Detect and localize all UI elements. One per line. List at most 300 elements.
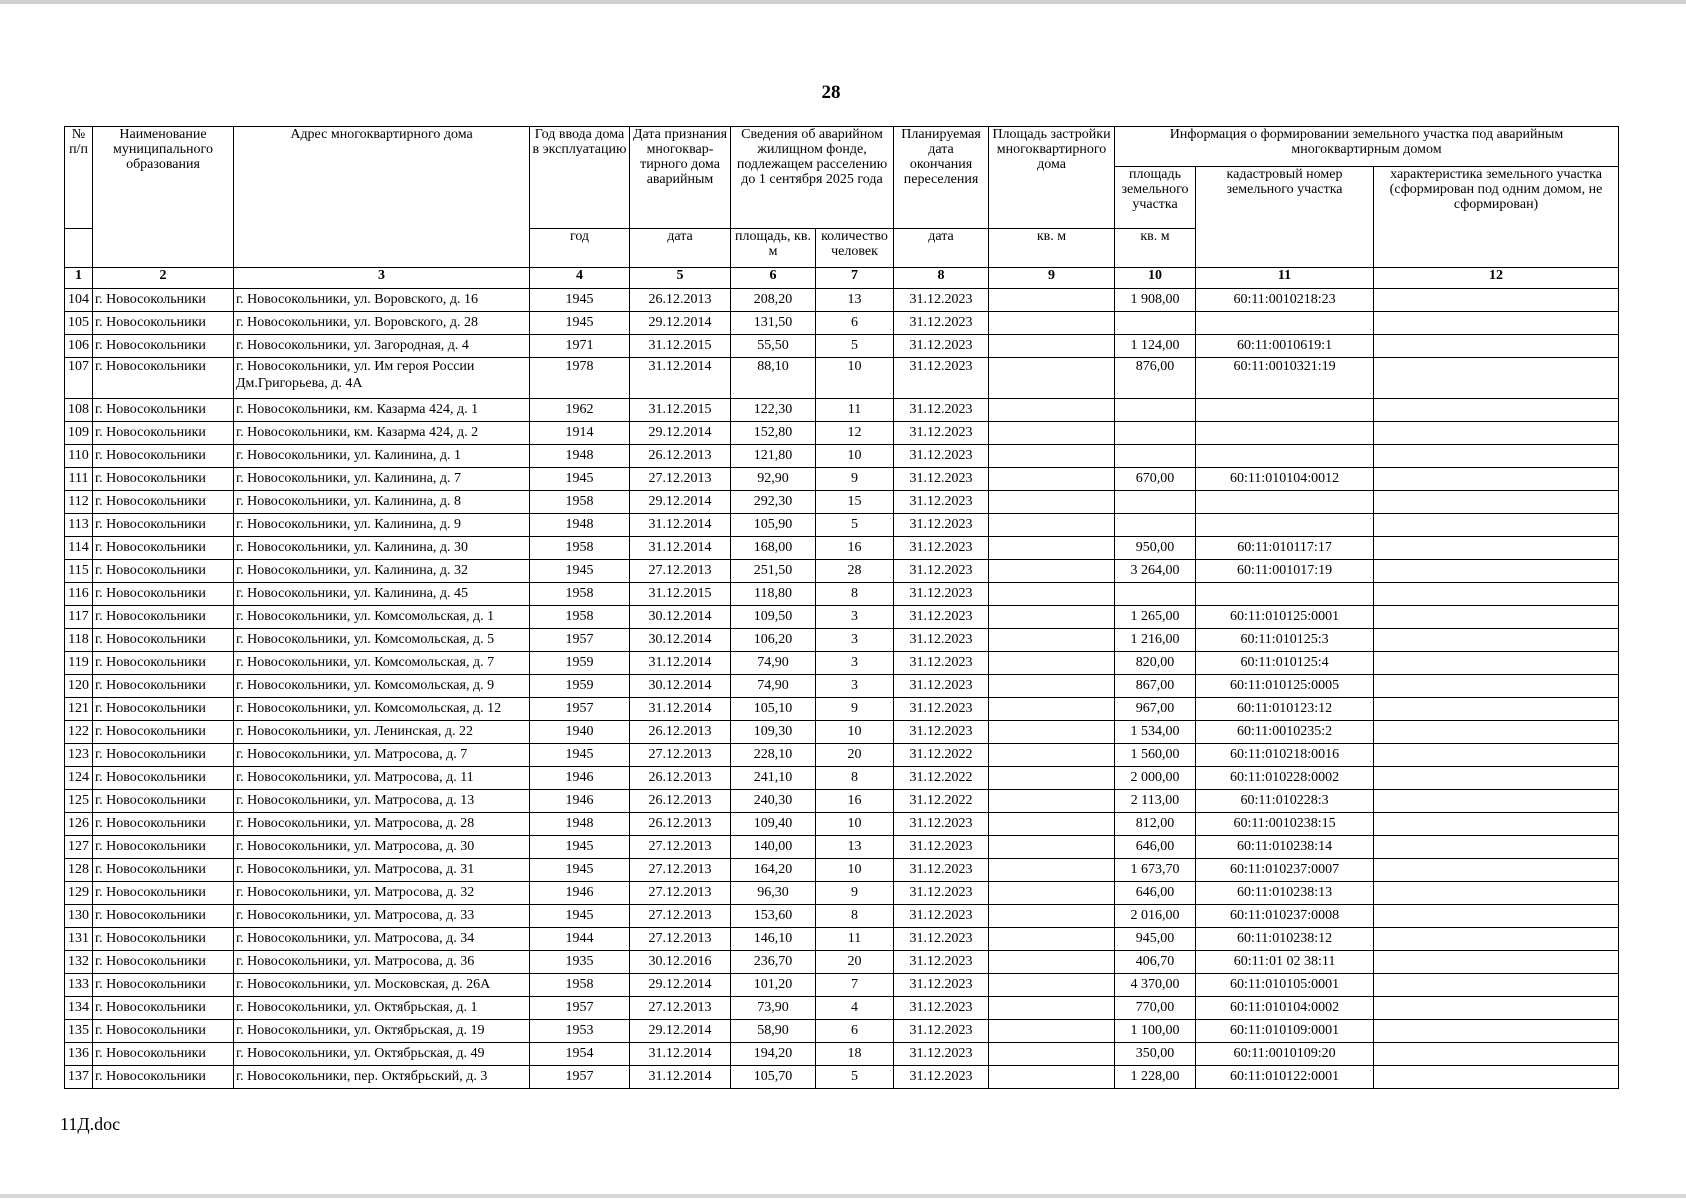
cell-area: 194,20 [731,1043,816,1066]
cell-address: г. Новосокольники, ул. Калинина, д. 45 [234,583,530,606]
cell-date: 29.12.2014 [630,422,731,445]
cell-year: 1958 [530,974,630,997]
cell-date: 27.12.2013 [630,836,731,859]
cell-date: 27.12.2013 [630,928,731,951]
cell-num: 120 [65,675,93,698]
cell-year: 1935 [530,951,630,974]
cell-cadastral: 60:11:010125:0001 [1196,606,1374,629]
table-row [65,629,1619,652]
cell-land-area: 945,00 [1115,928,1196,951]
table-row [65,905,1619,928]
cell-people: 7 [816,974,894,997]
cell-date: 26.12.2013 [630,813,731,836]
cell-land-area: 812,00 [1115,813,1196,836]
cell-year: 1946 [530,882,630,905]
cell-land-char [1374,813,1619,836]
table-row [65,312,1619,335]
cell-year: 1914 [530,422,630,445]
cell-area: 109,40 [731,813,816,836]
cell-cadastral: 60:11:010125:4 [1196,652,1374,675]
cell-municipality: г. Новосокольники [93,882,234,905]
cell-plan-date: 31.12.2023 [894,583,989,606]
cell-land-char [1374,422,1619,445]
cell-cadastral: 60:11:010228:0002 [1196,767,1374,790]
cell-area: 109,50 [731,606,816,629]
cell-people: 3 [816,675,894,698]
cell-year: 1958 [530,583,630,606]
cell-land-area: 1 100,00 [1115,1020,1196,1043]
table-row [65,652,1619,675]
cell-cadastral [1196,491,1374,514]
cell-year: 1957 [530,698,630,721]
cell-plan-date: 31.12.2023 [894,312,989,335]
cell-area: 240,30 [731,790,816,813]
cell-area: 55,50 [731,335,816,358]
cell-date: 30.12.2014 [630,606,731,629]
cell-cadastral: 60:11:010105:0001 [1196,974,1374,997]
cell-land-char [1374,537,1619,560]
cell-num: 116 [65,583,93,606]
cell-people: 8 [816,905,894,928]
header-built-area: Площадь застройки многоквартирного дома [989,127,1115,229]
header-recognition-date: Дата признания многоквар-тирного дома аварийным [630,127,731,229]
cell-cadastral: 60:11:010125:3 [1196,629,1374,652]
cell-year: 1946 [530,767,630,790]
cell-plan-date: 31.12.2023 [894,1043,989,1066]
cell-year: 1945 [530,836,630,859]
column-number: 6 [731,268,816,289]
cell-built-area [989,859,1115,882]
cell-built-area [989,1020,1115,1043]
cell-date: 26.12.2013 [630,721,731,744]
cell-num: 132 [65,951,93,974]
cell-year: 1945 [530,289,630,312]
cell-year: 1959 [530,675,630,698]
cell-date: 31.12.2014 [630,1043,731,1066]
cell-address: г. Новосокольники, км. Казарма 424, д. 2 [234,422,530,445]
header-planned-date: Планируемая дата окончания переселения [894,127,989,229]
cell-year: 1945 [530,560,630,583]
cell-land-char [1374,744,1619,767]
cell-area: 105,90 [731,514,816,537]
table-row [65,289,1619,312]
table-row [65,997,1619,1020]
cell-people: 5 [816,514,894,537]
table-row [65,928,1619,951]
cell-land-area: 950,00 [1115,537,1196,560]
cell-land-char [1374,951,1619,974]
cell-built-area [989,744,1115,767]
cell-built-area [989,905,1115,928]
cell-cadastral: 60:11:010123:12 [1196,698,1374,721]
cell-num: 117 [65,606,93,629]
cell-built-area [989,399,1115,422]
column-number: 8 [894,268,989,289]
cell-people: 10 [816,445,894,468]
cell-land-char [1374,583,1619,606]
cell-land-char [1374,629,1619,652]
cell-area: 122,30 [731,399,816,422]
table-row [65,721,1619,744]
cell-date: 30.12.2014 [630,675,731,698]
table-row [65,445,1619,468]
cell-land-area: 2 016,00 [1115,905,1196,928]
cell-land-char [1374,445,1619,468]
cell-people: 9 [816,698,894,721]
column-number: 1 [65,268,93,289]
table-row [65,813,1619,836]
cell-built-area [989,813,1115,836]
cell-land-area: 646,00 [1115,882,1196,905]
cell-date: 29.12.2014 [630,312,731,335]
cell-municipality: г. Новосокольники [93,514,234,537]
cell-people: 28 [816,560,894,583]
cell-address: г. Новосокольники, ул. Матросова, д. 33 [234,905,530,928]
cell-num: 106 [65,335,93,358]
cell-plan-date: 31.12.2022 [894,744,989,767]
cell-built-area [989,514,1115,537]
cell-area: 208,20 [731,289,816,312]
cell-address: г. Новосокольники, ул. Октябрьская, д. 19 [234,1020,530,1043]
cell-num: 113 [65,514,93,537]
cell-year: 1944 [530,928,630,951]
cell-land-area: 1 534,00 [1115,721,1196,744]
cell-cadastral [1196,445,1374,468]
cell-land-area [1115,445,1196,468]
table-row [65,335,1619,358]
cell-municipality: г. Новосокольники [93,744,234,767]
cell-num: 121 [65,698,93,721]
cell-area: 140,00 [731,836,816,859]
cell-people: 6 [816,1020,894,1043]
cell-municipality: г. Новосокольники [93,491,234,514]
cell-land-area: 770,00 [1115,997,1196,1020]
cell-land-area [1115,312,1196,335]
cell-land-area: 867,00 [1115,675,1196,698]
cell-cadastral [1196,399,1374,422]
cell-date: 30.12.2014 [630,629,731,652]
cell-people: 16 [816,537,894,560]
cell-land-char [1374,560,1619,583]
cell-municipality: г. Новосокольники [93,560,234,583]
cell-built-area [989,951,1115,974]
cell-built-area [989,491,1115,514]
cell-municipality: г. Новосокольники [93,675,234,698]
cell-municipality: г. Новосокольники [93,445,234,468]
table-row [65,951,1619,974]
cell-people: 9 [816,468,894,491]
emergency-housing-table [64,126,1619,1089]
table-row [65,767,1619,790]
cell-area: 58,90 [731,1020,816,1043]
cell-area: 118,80 [731,583,816,606]
cell-num: 110 [65,445,93,468]
cell-year: 1962 [530,399,630,422]
file-label: 11Д.doc [60,1114,121,1134]
cell-address: г. Новосокольники, ул. Калинина, д. 8 [234,491,530,514]
cell-people: 12 [816,422,894,445]
cell-address: г. Новосокольники, ул. Комсомольская, д. 1 [234,606,530,629]
cell-area: 92,90 [731,468,816,491]
cell-municipality: г. Новосокольники [93,905,234,928]
cell-date: 29.12.2014 [630,974,731,997]
cell-cadastral: 60:11:0010235:2 [1196,721,1374,744]
cell-land-char [1374,675,1619,698]
cell-land-char [1374,1020,1619,1043]
cell-built-area [989,698,1115,721]
cell-area: 292,30 [731,491,816,514]
cell-cadastral: 60:11:010122:0001 [1196,1066,1374,1089]
cell-year: 1940 [530,721,630,744]
cell-built-area [989,289,1115,312]
cell-built-area [989,882,1115,905]
cell-num: 124 [65,767,93,790]
cell-people: 8 [816,583,894,606]
cell-area: 96,30 [731,882,816,905]
cell-municipality: г. Новосокольники [93,1020,234,1043]
cell-municipality: г. Новосокольники [93,698,234,721]
cell-address: г. Новосокольники, ул. Калинина, д. 7 [234,468,530,491]
cell-area: 152,80 [731,422,816,445]
cell-land-char [1374,491,1619,514]
cell-municipality: г. Новосокольники [93,537,234,560]
cell-address: г. Новосокольники, ул. Матросова, д. 34 [234,928,530,951]
cell-year: 1945 [530,312,630,335]
cell-municipality: г. Новосокольники [93,583,234,606]
cell-land-area: 1 216,00 [1115,629,1196,652]
cell-people: 10 [816,859,894,882]
cell-date: 26.12.2013 [630,445,731,468]
cell-built-area [989,1043,1115,1066]
cell-built-area [989,312,1115,335]
table-row [65,1066,1619,1089]
header-year: Год ввода дома в эксплуатацию [530,127,630,229]
cell-cadastral: 60:11:010104:0012 [1196,468,1374,491]
unit-people: количество человек [816,229,894,268]
cell-year: 1946 [530,790,630,813]
cell-address: г. Новосокольники, ул. Им героя России Дм.Григорьева, д. 4А [234,358,530,399]
cell-year: 1958 [530,537,630,560]
cell-built-area [989,537,1115,560]
cell-land-area [1115,514,1196,537]
scan-edge-top [0,0,1686,4]
cell-year: 1958 [530,606,630,629]
cell-people: 4 [816,997,894,1020]
column-number: 5 [630,268,731,289]
cell-land-char [1374,514,1619,537]
column-number: 10 [1115,268,1196,289]
cell-people: 11 [816,928,894,951]
table-row [65,1020,1619,1043]
cell-date: 27.12.2013 [630,997,731,1020]
cell-plan-date: 31.12.2023 [894,836,989,859]
cell-plan-date: 31.12.2023 [894,289,989,312]
cell-land-area: 876,00 [1115,358,1196,399]
cell-people: 13 [816,289,894,312]
cell-date: 31.12.2015 [630,583,731,606]
cell-land-char [1374,1066,1619,1089]
header-cadastral: кадастровый номер земельного участка [1196,167,1374,268]
cell-year: 1971 [530,335,630,358]
cell-address: г. Новосокольники, пер. Октябрьский, д. 3 [234,1066,530,1089]
cell-num: 137 [65,1066,93,1089]
cell-address: г. Новосокольники, ул. Калинина, д. 30 [234,537,530,560]
cell-built-area [989,445,1115,468]
cell-land-area: 1 124,00 [1115,335,1196,358]
cell-num: 134 [65,997,93,1020]
table-row [65,836,1619,859]
cell-area: 88,10 [731,358,816,399]
cell-land-char [1374,767,1619,790]
table-row [65,537,1619,560]
cell-year: 1954 [530,1043,630,1066]
cell-num: 109 [65,422,93,445]
table-row [65,468,1619,491]
table-row [65,882,1619,905]
cell-land-char [1374,335,1619,358]
cell-built-area [989,629,1115,652]
cell-land-char [1374,399,1619,422]
cell-municipality: г. Новосокольники [93,422,234,445]
cell-cadastral: 60:11:010218:0016 [1196,744,1374,767]
cell-cadastral: 60:11:010125:0005 [1196,675,1374,698]
cell-people: 5 [816,335,894,358]
cell-plan-date: 31.12.2023 [894,813,989,836]
table-row [65,514,1619,537]
page-number: 28 [821,82,841,103]
cell-built-area [989,1066,1115,1089]
cell-plan-date: 31.12.2022 [894,767,989,790]
cell-cadastral: 60:11:0010109:20 [1196,1043,1374,1066]
cell-date: 31.12.2014 [630,1066,731,1089]
column-number: 7 [816,268,894,289]
unit-built-area: кв. м [989,229,1115,268]
cell-land-area: 350,00 [1115,1043,1196,1066]
cell-land-area: 670,00 [1115,468,1196,491]
cell-land-area: 820,00 [1115,652,1196,675]
table-row [65,974,1619,997]
table-row [65,422,1619,445]
cell-land-char [1374,882,1619,905]
cell-land-char [1374,698,1619,721]
cell-num: 105 [65,312,93,335]
cell-land-char [1374,1043,1619,1066]
cell-year: 1978 [530,358,630,399]
cell-area: 73,90 [731,997,816,1020]
cell-cadastral: 60:11:010237:0007 [1196,859,1374,882]
cell-year: 1948 [530,813,630,836]
cell-people: 15 [816,491,894,514]
cell-plan-date: 31.12.2023 [894,928,989,951]
cell-land-area: 1 908,00 [1115,289,1196,312]
cell-land-char [1374,836,1619,859]
cell-date: 27.12.2013 [630,468,731,491]
cell-area: 74,90 [731,675,816,698]
cell-area: 106,20 [731,629,816,652]
cell-date: 31.12.2015 [630,399,731,422]
cell-address: г. Новосокольники, ул. Матросова, д. 11 [234,767,530,790]
cell-num: 115 [65,560,93,583]
cell-area: 236,70 [731,951,816,974]
cell-address: г. Новосокольники, ул. Загородная, д. 4 [234,335,530,358]
cell-area: 105,10 [731,698,816,721]
cell-date: 31.12.2014 [630,537,731,560]
cell-municipality: г. Новосокольники [93,997,234,1020]
cell-people: 3 [816,606,894,629]
cell-built-area [989,767,1115,790]
table-row [65,675,1619,698]
cell-address: г. Новосокольники, ул. Матросова, д. 13 [234,790,530,813]
cell-address: г. Новосокольники, ул. Матросова, д. 7 [234,744,530,767]
unit-num [65,229,93,268]
cell-land-char [1374,606,1619,629]
cell-land-area: 967,00 [1115,698,1196,721]
cell-date: 27.12.2013 [630,905,731,928]
cell-year: 1957 [530,629,630,652]
cell-address: г. Новосокольники, ул. Октябрьская, д. 1 [234,997,530,1020]
cell-date: 26.12.2013 [630,289,731,312]
cell-people: 3 [816,652,894,675]
cell-plan-date: 31.12.2023 [894,629,989,652]
cell-num: 126 [65,813,93,836]
cell-people: 20 [816,744,894,767]
cell-cadastral: 60:11:010109:0001 [1196,1020,1374,1043]
cell-num: 104 [65,289,93,312]
cell-plan-date: 31.12.2023 [894,358,989,399]
unit-plan-date: дата [894,229,989,268]
cell-people: 9 [816,882,894,905]
cell-cadastral: 60:11:010238:14 [1196,836,1374,859]
cell-date: 26.12.2013 [630,790,731,813]
cell-people: 10 [816,721,894,744]
cell-land-char [1374,859,1619,882]
table-row [65,744,1619,767]
table-row [65,491,1619,514]
cell-num: 112 [65,491,93,514]
cell-land-area: 1 228,00 [1115,1066,1196,1089]
cell-people: 13 [816,836,894,859]
cell-num: 131 [65,928,93,951]
cell-built-area [989,335,1115,358]
unit-date: дата [630,229,731,268]
cell-built-area [989,560,1115,583]
table-row [65,859,1619,882]
unit-area: площадь, кв. м [731,229,816,268]
cell-land-area [1115,583,1196,606]
cell-plan-date: 31.12.2023 [894,859,989,882]
cell-date: 26.12.2013 [630,767,731,790]
cell-plan-date: 31.12.2023 [894,997,989,1020]
cell-cadastral: 60:11:010228:3 [1196,790,1374,813]
cell-plan-date: 31.12.2023 [894,445,989,468]
cell-plan-date: 31.12.2023 [894,422,989,445]
cell-municipality: г. Новосокольники [93,335,234,358]
cell-people: 5 [816,1066,894,1089]
cell-area: 101,20 [731,974,816,997]
cell-built-area [989,422,1115,445]
cell-built-area [989,606,1115,629]
table-header [65,127,1619,289]
cell-area: 251,50 [731,560,816,583]
cell-date: 31.12.2014 [630,514,731,537]
cell-land-area [1115,491,1196,514]
cell-cadastral: 60:11:010104:0002 [1196,997,1374,1020]
cell-land-area [1115,422,1196,445]
cell-land-area: 2 000,00 [1115,767,1196,790]
cell-num: 122 [65,721,93,744]
cell-municipality: г. Новосокольники [93,399,234,422]
cell-date: 27.12.2013 [630,744,731,767]
